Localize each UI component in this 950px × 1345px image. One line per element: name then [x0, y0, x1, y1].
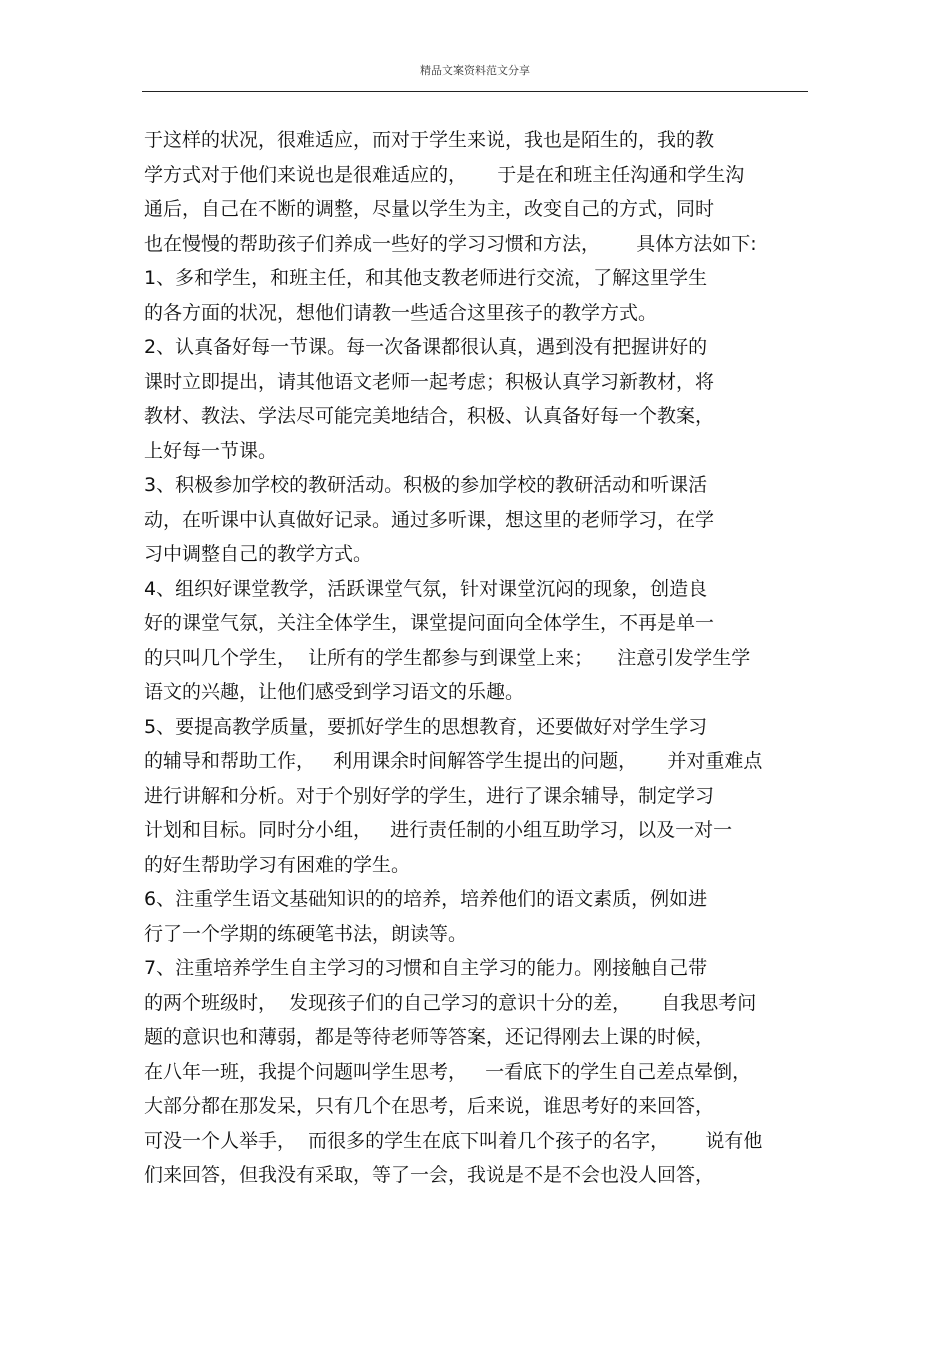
text-line: 于这样的状况，很难适应，而对于学生来说，我也是陌生的，我的教: [144, 129, 715, 151]
text-line: 1、多和学生，和班主任，和其他支教老师进行交流，了解这里学生: [144, 267, 708, 289]
text-line: 行了一个学期的练硬笔书法，朗读等。: [144, 922, 468, 945]
text-line: 的两个班级时， 发现孩子们的自己学习的意识十分的差， 自我思考问: [144, 991, 757, 1014]
text-line: 大部分都在那发呆，只有几个在思考，后来说，谁思考好的来回答，: [144, 1095, 715, 1117]
text-line: 好的课堂气氛，关注全体学生，课堂提问面向全体学生，不再是单一: [144, 612, 715, 634]
document-body: [144, 123, 824, 1193]
text-line: 3、积极参加学校的教研活动。积极的参加学校的教研活动和听课活: [144, 474, 708, 496]
text-line: 5、要提高教学质量，要抓好学生的思想教育，还要做好对学生学习: [144, 715, 708, 738]
header-divider: [142, 91, 808, 92]
text-line: 进行讲解和分析。对于个别好学的学生，进行了课余辅导，制定学习: [144, 784, 715, 807]
text-line: 动，在听课中认真做好记录。通过多听课，想这里的老师学习，在学: [144, 508, 715, 531]
text-line: 上好每一节课。: [144, 439, 278, 462]
text-line: 7、注重培养学生自主学习的习惯和自主学习的能力。刚接触自己带: [144, 957, 708, 979]
text-line: 学方式对于他们来说也是很难适应的， 于是在和班主任沟通和学生沟: [144, 163, 745, 186]
text-line: 习中调整自己的教学方式。: [144, 543, 373, 565]
text-line: 的辅导和帮助工作， 利用课余时间解答学生提出的问题， 并对重难点: [144, 750, 763, 772]
text-line: 语文的兴趣，让他们感受到学习语文的乐趣。: [144, 681, 525, 703]
text-line: 课时立即提出，请其他语文老师一起考虑；积极认真学习新教材，将: [144, 370, 715, 393]
text-line: 计划和目标。同时分小组， 进行责任制的小组互助学习，以及一对一: [144, 819, 733, 841]
page-header: 精品文案资料范文分享: [420, 64, 530, 77]
text-line: 可没一个人举手， 而很多的学生在底下叫着几个孩子的名字， 说有他: [144, 1129, 763, 1152]
text-line: 2、认真备好每一节课。每一次备课都很认真，遇到没有把握讲好的: [144, 336, 708, 358]
text-line: 的只叫几个学生， 让所有的学生都参与到课堂上来； 注意引发学生学: [144, 646, 751, 669]
text-line: 们来回答，但我没有采取，等了一会，我说是不是不会也没人回答，: [144, 1164, 715, 1186]
text-line: 通后，自己在不断的调整，尽量以学生为主，改变自己的方式，同时: [144, 198, 715, 220]
text-line: 的好生帮助学习有困难的学生。: [144, 853, 411, 876]
text-line: 题的意识也和薄弱，都是等待老师等答案，还记得刚去上课的时候，: [144, 1026, 715, 1048]
text-line: 在八年一班，我提个问题叫学生思考， 一看底下的学生自己差点晕倒，: [144, 1060, 752, 1083]
text-line: 的各方面的状况，想他们请教一些适合这里孩子的教学方式。: [144, 301, 658, 324]
text-line: 4、组织好课堂教学，活跃课堂气氛，针对课堂沉闷的现象，创造良: [144, 577, 708, 600]
text-line: 6、注重学生语文基础知识的的培养，培养他们的语文素质，例如进: [144, 888, 708, 910]
text-line: 教材、教法、学法尽可能完美地结合，积极、认真备好每一个教案，: [144, 405, 715, 427]
text-line: 也在慢慢的帮助孩子们养成一些好的学习习惯和方法， 具体方法如下:: [144, 232, 757, 255]
